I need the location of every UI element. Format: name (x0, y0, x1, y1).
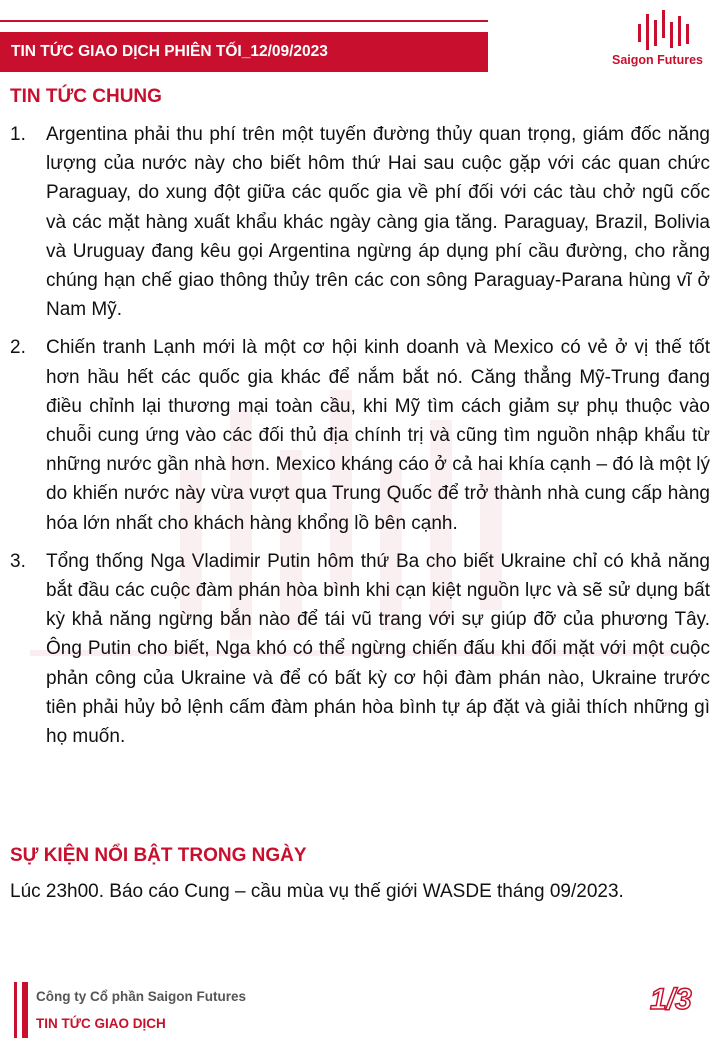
news-item (10, 547, 710, 751)
logo-bars-icon (636, 10, 696, 50)
news-text: Argentina phải thu phí trên một tuyến đường thủy quan trọng, giám đốc năng lượng của nước này cho biết hôm thứ Hai sau cuộc gặp với các quan chức Paraguay, do xung đột giữa các quốc gia về phí đối với các tàu chở ngũ cốc và các mặt hàng xuất khẩu khác ngày càng gia tăng. Paraguay, Brazil, Bolivia và Uruguay đang kêu gọi Argentina ngừng áp dụng phí cầu đường, cho rằng chúng hạn chế giao thông thủy trên các con sông Paraguay-Parana hùng vĩ ở Nam Mỹ. (46, 124, 710, 321)
brand-logo (606, 4, 720, 68)
event-text: Lúc 23h00. Báo cáo Cung – cầu mùa vụ thế giới WASDE tháng 09/2023. (10, 881, 624, 902)
news-number: 2. (10, 337, 26, 359)
events-title: SỰ KIỆN NỔI BẬT TRONG NGÀY (10, 845, 307, 866)
footer-accent-bar (22, 982, 28, 1038)
news-number: 3. (10, 550, 26, 572)
news-text: Tổng thống Nga Vladimir Putin hôm thứ Ba cho biết Ukraine chỉ có khả năng bắt đầu các cuộc đàm phán hòa bình khi cạn kiệt nguồn lực và sẽ sử dụng bất kỳ khả năng ngừng bắn nào để tái vũ trang với sự giúp đỡ của phương Tây. Ông Putin cho biết, Nga khó có thể ngừng chiến đấu khi đối mặt với một cuộc phản công của Ukraine và để có bất kỳ cơ hội đàm phán nào, Ukraine trước tiên phải hủy bỏ lệnh cấm đàm phán hòa bình tự áp đặt và giải thích những gì họ muốn. (46, 550, 710, 748)
header-title: TIN TỨC GIAO DỊCH PHIÊN TỐI_12/09/2023 (11, 43, 328, 60)
footer-accent-bar (14, 982, 17, 1038)
page-number: 1/3 (650, 983, 692, 1016)
news-text: Chiến tranh Lạnh mới là một cơ hội kinh doanh và Mexico có vẻ ở vị thế tốt hơn hầu hết các quốc gia khác để nắm bắt nó. Căng thẳng Mỹ-Trung đang điều chỉnh lại thương mại toàn cầu, khi Mỹ tìm cách giảm sự phụ thuộc vào chuỗi cung ứng vào các đối thủ địa chính trị và cũng tìm nguồn nhập khẩu từ những nước gần nhà hơn. Mexico kháng cáo ở cả hai khía cạnh – đó là một lý do khiến nước này vừa vượt qua Trung Quốc để trở thành nhà cung cấp hàng hóa lớn nhất cho khách hàng khổng lồ bên cạnh. (46, 337, 710, 534)
news-number: 1. (10, 124, 26, 145)
header-banner (0, 32, 488, 72)
news-list (10, 120, 710, 760)
news-item (10, 333, 710, 537)
news-item (10, 120, 710, 324)
logo-text: Saigon Futures (612, 53, 703, 67)
header-rule (0, 20, 488, 22)
general-news-title: TIN TỨC CHUNG (10, 86, 162, 107)
footer-label: TIN TỨC GIAO DỊCH (36, 1016, 166, 1031)
footer-company: Công ty Cổ phần Saigon Futures (36, 989, 246, 1004)
